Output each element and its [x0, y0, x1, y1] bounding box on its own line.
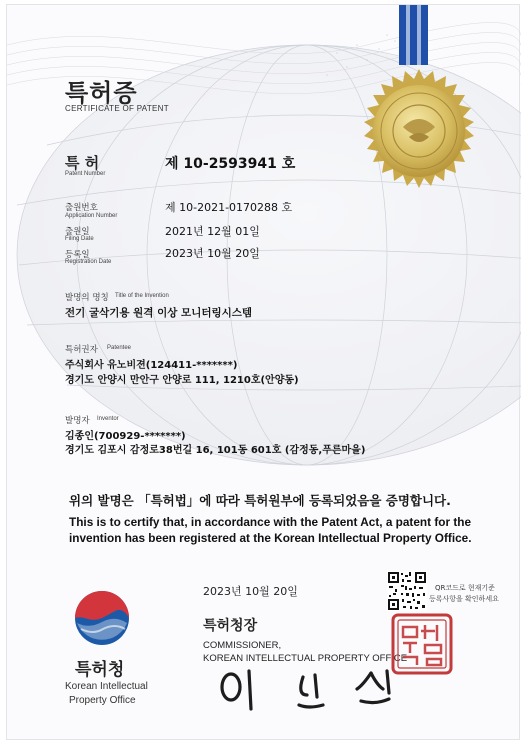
application-number-value: 제 10-2021-0170288 호: [165, 201, 293, 214]
certificate-title: 특허증: [65, 79, 138, 107]
application-number-label-en: Application Number: [65, 213, 118, 219]
issue-date: 2023년 10월 20일: [203, 585, 298, 598]
certify-statement-ko: 위의 발명은 「특허법」에 따라 특허원부에 등록되었음을 증명합니다.: [69, 493, 451, 508]
office-name-en-1: Korean Intellectual: [65, 681, 148, 692]
filing-date-label-en: Filing Date: [65, 236, 94, 242]
inventor-address: 경기도 김포시 감정로38번길 16, 101동 601호 (감정동,푸른마을): [65, 445, 366, 456]
qr-caption-2: 등록사항을 확인하세요: [429, 595, 499, 603]
commissioner-en-1: COMMISSIONER,: [203, 640, 282, 651]
certificate-title-en: CERTIFICATE OF PATENT: [65, 104, 169, 113]
office-name-en-2: Property Office: [69, 695, 136, 706]
kipo-logo-icon: [73, 589, 131, 647]
qr-caption-1: QR코드로 현재기준: [435, 584, 495, 592]
inventor-name: 김종인(700929-*******): [65, 431, 186, 442]
patentee-name: 주식회사 유노비젼(124411-*******): [65, 360, 238, 371]
inventor-label: 발명자: [65, 416, 90, 426]
filing-date-label: 출원일: [65, 227, 90, 237]
invention-title: 전기 굴삭기용 원격 이상 모니터링시스템: [65, 307, 253, 319]
signature-icon: [211, 665, 411, 715]
certificate-page: [6, 4, 520, 740]
registration-date-label: 등록일: [65, 250, 90, 260]
commissioner-ko: 특허청장: [203, 618, 258, 634]
invention-label-en: Title of the Invention: [115, 293, 169, 299]
patent-label-en: Patent Number: [65, 171, 106, 177]
patent-number: 제 10-2593941 호: [165, 156, 296, 172]
patentee-label-en: Patentee: [107, 345, 132, 351]
registration-date-value: 2023년 10월 20일: [165, 247, 260, 260]
certify-statement-en-2: invention has been registered at the Korean Intellectual Property Office.: [69, 531, 472, 545]
application-number-label: 출원번호: [65, 203, 98, 213]
filing-date-value: 2021년 12월 01일: [165, 225, 260, 238]
commissioner-en-2: KOREAN INTELLECTUAL PROPERTY OFFICE: [203, 653, 408, 664]
registration-date-label-en: Registration Date: [65, 259, 112, 265]
patent-label: 특 허: [65, 154, 100, 172]
inventor-label-en: Inventor: [97, 416, 119, 422]
qr-code-icon[interactable]: [387, 571, 427, 611]
patentee-label: 특허권자: [65, 345, 98, 355]
certify-statement-en-1: This is to certify that, in accordance with the Patent Act, a patent for the: [69, 515, 472, 529]
office-name-ko: 특허청: [75, 660, 125, 680]
patentee-address: 경기도 안양시 만안구 안양로 111, 1210호(안양동): [65, 375, 299, 386]
invention-label: 발명의 명칭: [65, 293, 109, 303]
